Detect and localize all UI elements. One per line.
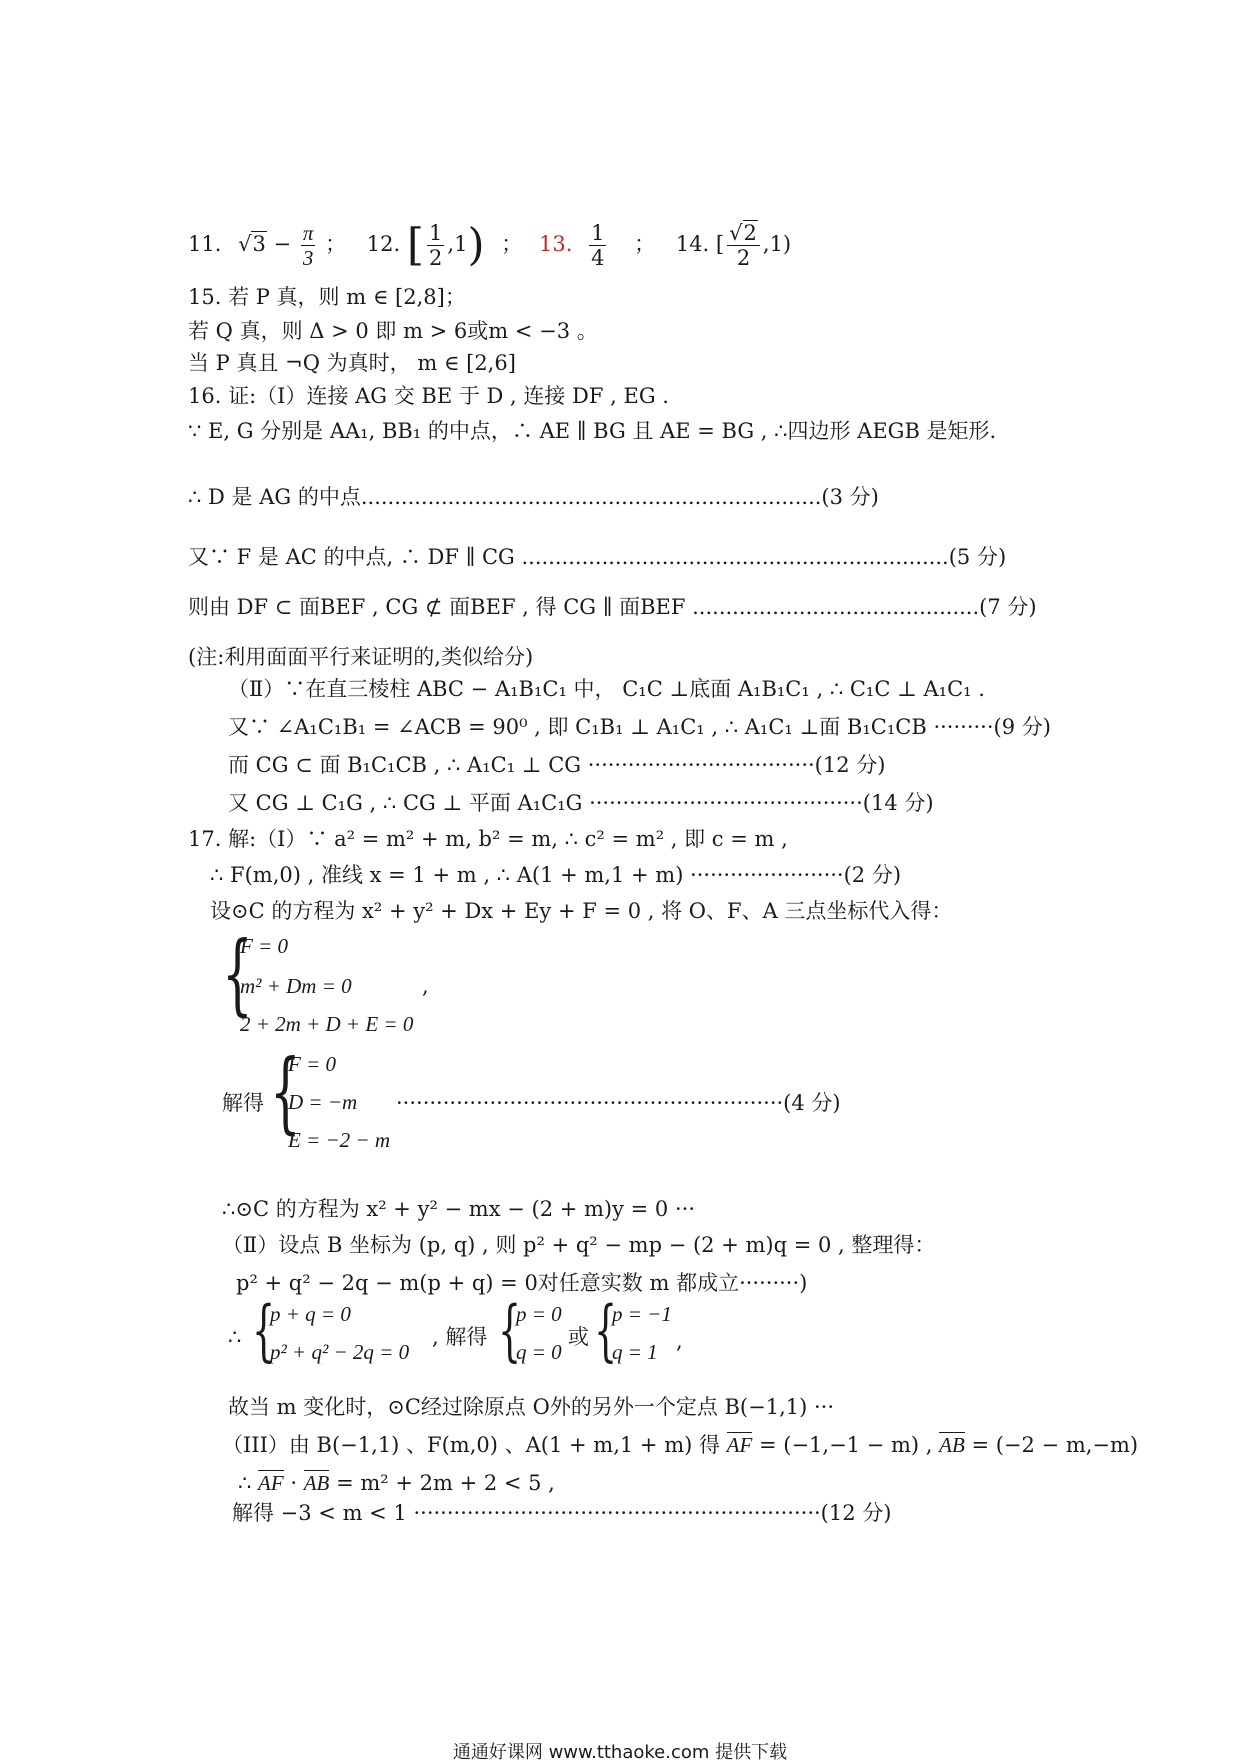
q16-line-2: ∵ E, G 分别是 AA₁, BB₁ 的中点，∴ AE ∥ BG 且 AE = BG , ∴四边形 AEGB 是矩形.	[188, 419, 997, 443]
system-5-row-2: q = 1	[612, 1340, 658, 1364]
answer-14-open: [	[715, 232, 725, 256]
q17-line-8	[222, 1432, 1138, 1458]
line-9-end: = m² + 2m + 2 < 5 ,	[329, 1471, 555, 1495]
line-8-end: = (−2 − m,−m)	[964, 1433, 1139, 1457]
q17-line-5: （Ⅱ）设点 B 坐标为 (p, q) , 则 p² + q² − mp − (2 + m)q = 0 , 整理得：	[222, 1233, 936, 1257]
equation-system-1	[222, 922, 622, 1040]
left-brace: {	[270, 1040, 301, 1143]
q17-line-6: p² + q² − 2q − m(p + q) = 0对任意实数 m 都成立·········)	[236, 1271, 808, 1295]
q17-line-4: ∴⊙C 的方程为 x² + y² − mx − (2 + m)y = 0 ···	[222, 1197, 695, 1221]
answer-12-rest: ,1	[447, 232, 468, 256]
solve-label: 解得	[222, 1091, 264, 1115]
q17-line-2: ∴ F(m,0) , 准线 x = 1 + m , ∴ A(1 + m,1 + m) ·······················(2 分)	[210, 863, 902, 887]
dot-product: ·	[283, 1471, 304, 1495]
system-2-row-1: F = 0	[288, 1052, 336, 1076]
fraction-1-over-2: $\frac{1}{2}$	[429, 221, 443, 270]
answer-13-label: 13.	[538, 232, 573, 256]
answers-line	[188, 214, 791, 274]
left-brace: {	[498, 1292, 522, 1369]
q16-line-4: 又∵ F 是 AC 的中点, ∴ DF ∥ CG ................................................................(5 分)	[188, 545, 1007, 569]
system-1-row-2: m² + Dm = 0	[240, 974, 352, 998]
or-word: 或	[568, 1325, 589, 1349]
fraction-sqrt2-over-2: $\frac{√2}{2}$	[727, 221, 760, 270]
system-4-row-2: q = 0	[516, 1340, 562, 1364]
q15-line-3: 当 P 真且 ¬Q 为真时， m ∈ [2,6]	[188, 351, 516, 375]
q15-line-2: 若 Q 真，则 Δ > 0 即 m > 6或m < −3 。	[188, 319, 598, 343]
left-bracket: [	[406, 219, 425, 271]
answer-11-label: 11.	[188, 232, 222, 256]
fraction-pi-over-3: $\frac{\pi}{3}$	[302, 221, 314, 270]
q15-line-1: 15. 若 P 真，则 m ∈ [2,8]；	[188, 285, 466, 309]
answer-14-label: 14.	[675, 232, 710, 256]
footer-source: 通通好课网 www.tthaoke.com 提供下载	[452, 1742, 788, 1763]
therefore-sign: ∴	[228, 1325, 242, 1349]
left-brace: {	[252, 1292, 276, 1369]
separator: ；	[325, 232, 347, 256]
system-5-row-1: p = −1	[612, 1302, 672, 1326]
q16-line-8: 又∵ ∠A₁C₁B₁ = ∠ACB = 90⁰ , 即 C₁B₁ ⊥ A₁C₁ , ∴ A₁C₁ ⊥面 B₁C₁CB ·········(9 分)	[228, 715, 1051, 739]
q17-line-1: 17. 解:（Ⅰ）∵ a² = m² + m, b² = m, ∴ c² = m² , 即 c = m ,	[188, 827, 788, 851]
vector-af: AF	[726, 1433, 753, 1457]
system-1-row-1: F = 0	[240, 934, 288, 958]
system-3-row-2: p² + q² − 2q = 0	[270, 1340, 410, 1364]
system-2-score: ··························································(4 分)	[396, 1091, 841, 1115]
right-paren: )	[467, 219, 485, 271]
q17-line-9	[238, 1470, 555, 1496]
fraction-1-over-4: $\frac{1}{4}$	[591, 221, 605, 270]
equation-system-5	[594, 1292, 714, 1378]
system-1-row-3: 2 + 2m + D + E = 0	[240, 1012, 414, 1036]
q16-line-5: 则由 DF ⊂ 面BEF , CG ⊄ 面BEF , 得 CG ∥ 面BEF ...........................................(7 分)	[188, 595, 1037, 619]
minus-sign: −	[273, 232, 292, 256]
q16-line-9: 而 CG ⊂ 面 B₁C₁CB , ∴ A₁C₁ ⊥ CG ··································(12 分)	[228, 753, 886, 777]
system-2-row-2: D = −m	[288, 1090, 358, 1114]
system-2-row-3: E = −2 − m	[288, 1128, 391, 1152]
system-5-comma: ,	[676, 1329, 683, 1353]
sqrt-3: √3	[238, 232, 266, 256]
vector-ab: AB	[303, 1471, 330, 1495]
q16-line-1: 16. 证:（Ⅰ）连接 AG 交 BE 于 D , 连接 DF , EG .	[188, 384, 669, 408]
answer-14-rest: ,1)	[762, 232, 792, 256]
vector-ab: AB	[939, 1433, 965, 1457]
q16-note: (注:利用面面平行来证明的,类似给分)	[188, 645, 534, 669]
equation-system-3	[252, 1292, 452, 1378]
left-brace: {	[222, 922, 253, 1025]
system-3-row-1: p + q = 0	[270, 1302, 351, 1326]
q16-line-7: （Ⅱ）∵在直三棱柱 ABC − A₁B₁C₁ 中， C₁C ⊥底面 A₁B₁C₁ , ∴ C₁C ⊥ A₁C₁ .	[228, 677, 985, 701]
q17-line-3: 设⊙C 的方程为 x² + y² + Dx + Ey + F = 0 , 将 O、F、A 三点坐标代入得：	[210, 899, 953, 923]
q17-line-10: 解得 −3 < m < 1 ·····························································(12 分)	[232, 1501, 892, 1525]
separator: ；	[634, 232, 656, 256]
line-8-mid: = (−1,−1 − m) ,	[752, 1433, 940, 1457]
q17-line-7: 故当 m 变化时，⊙C经过除原点 O外的另外一个定点 B(−1,1) ···	[228, 1395, 835, 1419]
vector-af: AF	[258, 1471, 284, 1495]
q16-line-10: 又 CG ⊥ C₁G , ∴ CG ⊥ 平面 A₁C₁G ·········································(14 分)	[228, 791, 934, 815]
system-4-row-1: p = 0	[516, 1302, 562, 1326]
left-brace: {	[594, 1292, 618, 1369]
line-8-prefix: （III）由 B(−1,1) 、F(m,0) 、A(1 + m,1 + m) 得	[222, 1433, 727, 1457]
q16-line-3: ∴ D 是 AG 的中点.....................................................................(3 分)	[188, 485, 879, 509]
answer-12-label: 12.	[366, 232, 401, 256]
separator: ；	[501, 232, 523, 256]
system-3-tail: , 解得	[432, 1325, 488, 1349]
line-9-prefix: ∴	[238, 1471, 259, 1495]
system-1-comma: ,	[422, 974, 429, 998]
